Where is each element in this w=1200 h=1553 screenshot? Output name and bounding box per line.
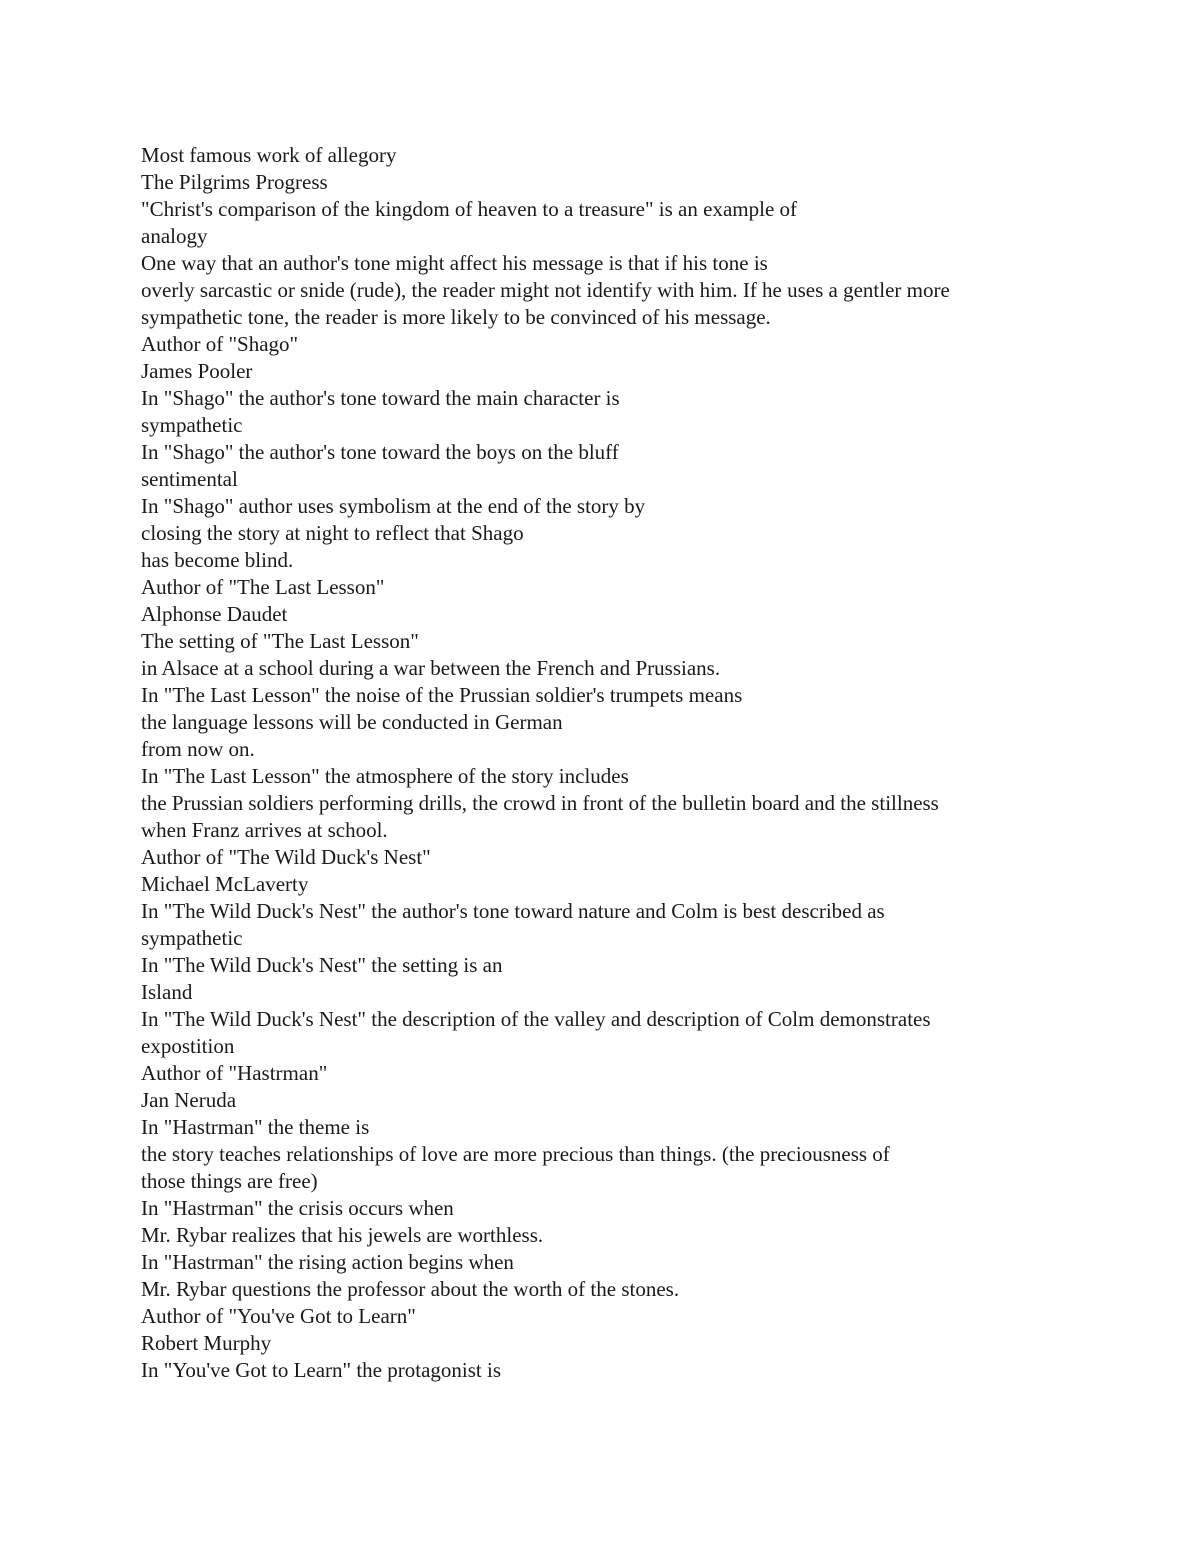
text-line: Island: [141, 980, 193, 1004]
text-line: the language lessons will be conducted in German: [141, 710, 563, 734]
text-line: sympathetic tone, the reader is more likely to be convinced of his message.: [141, 305, 771, 329]
text-line: Author of "Hastrman": [141, 1061, 328, 1085]
text-line: Michael McLaverty: [141, 872, 309, 896]
text-line: Most famous work of allegory: [141, 143, 397, 167]
text-line: Jan Neruda: [141, 1088, 237, 1112]
text-line: In "Shago" the author's tone toward the main character is: [141, 386, 620, 410]
text-line: In "The Last Lesson" the noise of the Prussian soldier's trumpets means: [141, 683, 743, 707]
text-line: Robert Murphy: [141, 1331, 272, 1355]
text-line: In "The Wild Duck's Nest" the setting is an: [141, 953, 503, 977]
text-line: In "Shago" the author's tone toward the boys on the bluff: [141, 440, 619, 464]
text-line: "Christ's comparison of the kingdom of heaven to a treasure" is an example of: [141, 197, 798, 221]
text-line: In "The Wild Duck's Nest" the author's tone toward nature and Colm is best described as: [141, 899, 885, 923]
text-line: Author of "The Last Lesson": [141, 575, 385, 599]
text-line: Mr. Rybar questions the professor about the worth of the stones.: [141, 1277, 680, 1301]
text-line: from now on.: [141, 737, 255, 761]
text-line: sympathetic: [141, 413, 243, 437]
text-line: Author of "The Wild Duck's Nest": [141, 845, 431, 869]
text-line: Author of "You've Got to Learn": [141, 1304, 416, 1328]
text-line: in Alsace at a school during a war between the French and Prussians.: [141, 656, 721, 680]
text-line: closing the story at night to reflect that Shago: [141, 521, 524, 545]
text-line: Author of "Shago": [141, 332, 299, 356]
text-line: when Franz arrives at school.: [141, 818, 388, 842]
text-line: Mr. Rybar realizes that his jewels are worthless.: [141, 1223, 544, 1247]
text-line: those things are free): [141, 1169, 318, 1193]
text-line: Alphonse Daudet: [141, 602, 288, 626]
text-line: the Prussian soldiers performing drills, the crowd in front of the bulletin board and the stillness: [141, 791, 939, 815]
text-line: has become blind.: [141, 548, 294, 572]
text-line: In "You've Got to Learn" the protagonist is: [141, 1358, 502, 1382]
text-line: The setting of "The Last Lesson": [141, 629, 419, 653]
text-line: One way that an author's tone might affect his message is that if his tone is: [141, 251, 768, 275]
text-line: sympathetic: [141, 926, 243, 950]
text-line: In "Hastrman" the rising action begins when: [141, 1250, 514, 1274]
text-line: In "Hastrman" the crisis occurs when: [141, 1196, 454, 1220]
text-line: overly sarcastic or snide (rude), the reader might not identify with him. If he uses a gentler more: [141, 278, 950, 302]
text-line: In "Shago" author uses symbolism at the end of the story by: [141, 494, 646, 518]
text-line: expostition: [141, 1034, 235, 1058]
text-line: In "The Wild Duck's Nest" the description of the valley and description of Colm demonstrates: [141, 1007, 931, 1031]
text-line: In "The Last Lesson" the atmosphere of the story includes: [141, 764, 629, 788]
text-line: the story teaches relationships of love are more precious than things. (the preciousness of: [141, 1142, 890, 1166]
document-text: [141, 142, 1081, 1384]
text-line: In "Hastrman" the theme is: [141, 1115, 370, 1139]
text-line: analogy: [141, 224, 208, 248]
text-line: sentimental: [141, 467, 238, 491]
text-line: The Pilgrims Progress: [141, 170, 328, 194]
text-line: James Pooler: [141, 359, 253, 383]
